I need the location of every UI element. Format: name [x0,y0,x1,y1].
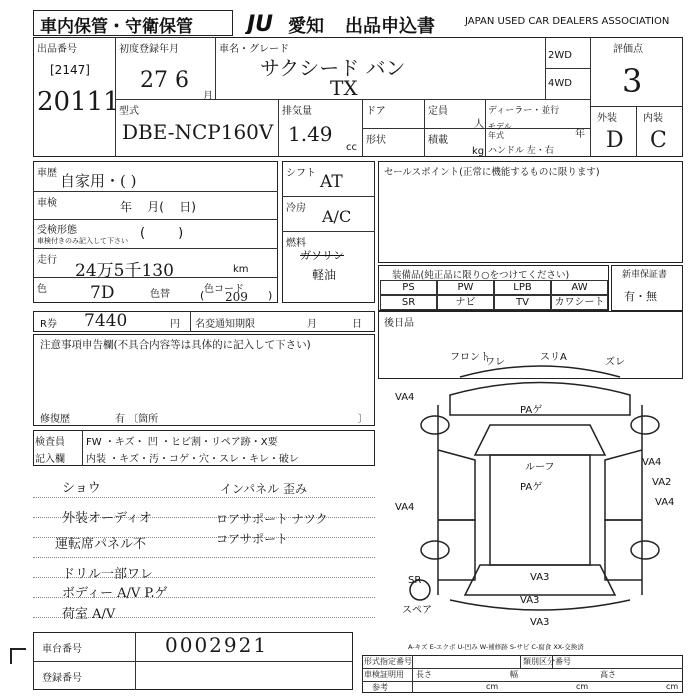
shape-label: 形状 [366,135,386,146]
equipment-item: TV [494,295,551,310]
color-code-label: 色コード [204,284,244,295]
chassis-label: 車台番号 [42,644,82,655]
diagram-label: スリA [540,352,567,363]
equipment-item: LPB [494,280,551,295]
damage-legend: A-キズ E-エクボ U-凹み W-補修跡 S-サビ C-腐食 XX-交換済 [408,643,584,651]
diagram-label: フロント [450,352,490,363]
org-name: 愛知 [288,16,324,37]
cm-unit: cm [486,682,499,691]
inspector-note: 運転席パネル不 [55,537,147,552]
first-reg-value: 27 6 [140,68,189,93]
year-unit: 年 [575,129,585,140]
handle-label: ハンドル 左・右 [488,146,554,156]
equipment-item: PW [437,280,494,295]
equipment-grid [380,280,608,310]
mileage-value: 24万5千130 [75,261,174,281]
displacement-value: 1.49 [288,122,333,146]
inspector-row-2: 内装 ・キズ・汚・コゲ・穴・スレ・キレ・破レ [86,454,299,465]
diagram-label: VA3 [530,617,550,628]
inspection-value: 年 月( 日) [120,200,196,214]
equipment-item: ナビ [437,295,494,310]
right-rear-door-shape [605,520,642,580]
height-label: 高さ [600,670,616,679]
bracket-number: [2147] [50,63,90,77]
color-code-value: 209 [225,290,248,304]
diagram-label: SR [408,575,422,586]
history-label: 車歴 [37,168,57,179]
side-outline-shape [438,405,642,595]
inspector-label-1: 検査員 [35,437,65,448]
equipment-item: AW [551,280,608,295]
registration-corner-mark [10,648,26,664]
tire-shape [631,416,659,434]
diagram-label: VA2 [652,477,672,488]
diagram-label: VA4 [655,497,675,508]
ruled-line [33,557,375,558]
location-text: 車内保管・守衛保管 [40,17,193,37]
diagram-label: ズレ [605,357,625,368]
diagram-label: VA3 [530,572,550,583]
inspector-note: ドリル一部ワレ [62,567,154,582]
receive-note: 車検付きのみ記入して下さい [37,237,128,245]
inspector-note-right: コアサポート [216,532,289,546]
equipment-item: SR [380,295,437,310]
fuel-label: 燃料 [286,238,306,249]
score-value: 3 [622,62,643,100]
left-front-door-shape [438,450,475,520]
receive-label: 受検形態 [37,225,77,236]
dealer-label: ディーラー・並行 [488,106,560,116]
class-label: 類別区分番号 [523,657,571,666]
later-docs-label: 後日品 [384,318,414,329]
rear-bumper-shape [450,600,630,610]
inspector-note: 外装オーディオ [62,511,152,526]
2wd-label: 2WD [548,50,572,61]
diagram-label: PAゲ [520,482,543,493]
first-reg-unit: 月 [203,91,213,102]
car-name-label: 車名・グレード [219,44,289,55]
door-label: ドア [366,106,386,117]
color-change-label: 色替 [150,289,170,300]
inspector-note-right: ロアサポート ナツク [216,512,328,526]
name-change-label: 名変通知期限 [195,319,255,330]
interior-grade: C [650,128,667,153]
registration-label: 登録番号 [42,673,82,684]
tire-shape [631,541,659,559]
4wd-label: 4WD [548,78,572,89]
yen-unit: 円 [170,319,180,330]
first-reg-label: 初度登録年月 [119,44,179,55]
ruled-line [33,497,375,498]
color-code-paren-open: ( [200,289,205,302]
model-label: 型式 [119,106,139,117]
fuel-struck: ガソリン [300,249,344,262]
form-title: 出品申込書 [345,16,435,37]
diagram-label: VA3 [520,595,540,606]
inspector-note: ショウ [62,481,101,496]
equipment-item: PS [380,280,437,295]
grade: TX [330,76,358,100]
equipment-label: 装備品(純正品に限り○をつけてください) [392,270,570,281]
score-label: 評価点 [613,44,643,55]
logo-text: JU [247,12,274,34]
color-code-paren-close: ) [268,289,273,302]
recycle-value: 7440 [84,311,128,331]
diagram-label: PAゲ [520,405,543,416]
diagram-label: ワレ [485,357,505,368]
shift-label: シフト [286,168,316,179]
repair-label: 修復歴 [40,414,70,425]
day-unit: 日 [352,319,362,330]
inspector-note: 荷室 A/V [62,607,116,622]
model-year-label: モデル年式 [488,122,512,140]
right-front-door-shape [605,450,642,520]
notes-header: 注意事項申告欄(不具合内容等は具体的に記入して下さい) [40,339,311,351]
car-name: サクシード バン [260,56,406,80]
cert-label: 形式指定番号 [364,657,412,666]
inspector-note: ボディー A/V P.ゲ [62,586,168,601]
color-value: 7D [90,283,115,303]
month-unit: 月 [307,319,317,330]
kg-unit: kg [472,146,485,157]
person-unit: 人 [474,119,484,130]
cc-unit: cc [346,142,357,153]
km-unit: km [233,264,249,275]
history-value: 自家用・( ) [60,172,137,190]
diagram-label: スペア [402,605,432,616]
chassis-value: 0002921 [165,633,269,657]
interior-label: 内装 [643,113,663,124]
diagram-label: VA4 [395,392,415,403]
model-value: DBE-NCP160V [122,120,274,144]
front-bumper-shape [460,366,620,377]
english-title: JAPAN USED CAR DEALERS ASSOCIATION [465,16,670,27]
recycle-label: R券 [40,319,57,330]
car-diagram [390,345,690,645]
inspector-note-right: インパネル 歪み [220,482,307,496]
exterior-label: 外装 [597,113,617,124]
diagram-label: VA4 [395,502,415,513]
fuel-value: 軽油 [312,268,337,282]
inspector-row-1: FW ・キズ・ 凹 ・ヒビ割・リペア跡・X要 [86,437,278,448]
displacement-label: 排気量 [282,106,312,117]
warranty-value: 有・無 [624,290,657,303]
inspector-label-2: 記入欄 [35,454,65,465]
length-label: 長さ [416,670,432,679]
repair-close: 〕 [358,414,368,425]
receive-paren: ( ) [140,226,184,241]
windshield-shape [475,425,605,455]
tire-shape [421,416,449,434]
mileage-label: 走行 [37,255,57,266]
repair-value: 有 〔箇所 [115,414,159,425]
ju-logo [245,10,289,34]
load-label: 積載 [428,135,448,146]
ac-value: A/C [322,207,352,226]
listing-number-label: 出品番号 [37,44,77,55]
cm-unit: cm [576,682,589,691]
equipment-item: カワシート [551,295,608,310]
listing-number: 20111 [37,87,120,117]
vehicle-cert-label: 車検証明用 [364,670,404,679]
shift-value: AT [320,172,343,192]
ac-label: 冷房 [286,203,306,214]
width-label: 幅 [510,670,518,679]
sales-point-label: セールスポイント(正常に機能するものに限ります) [384,167,600,178]
diagram-label: VA4 [642,457,662,468]
exterior-grade: D [606,128,624,153]
warranty-label: 新車保証書 [622,270,668,280]
ref-label: 参考 [372,683,388,692]
color-label: 色 [37,284,47,295]
cm-unit: cm [666,682,679,691]
capacity-label: 定員 [428,106,448,117]
inspection-label: 車検 [37,198,57,209]
tire-shape [421,541,449,559]
left-rear-door-shape [438,520,475,580]
diagram-label: ルーフ [525,462,555,473]
